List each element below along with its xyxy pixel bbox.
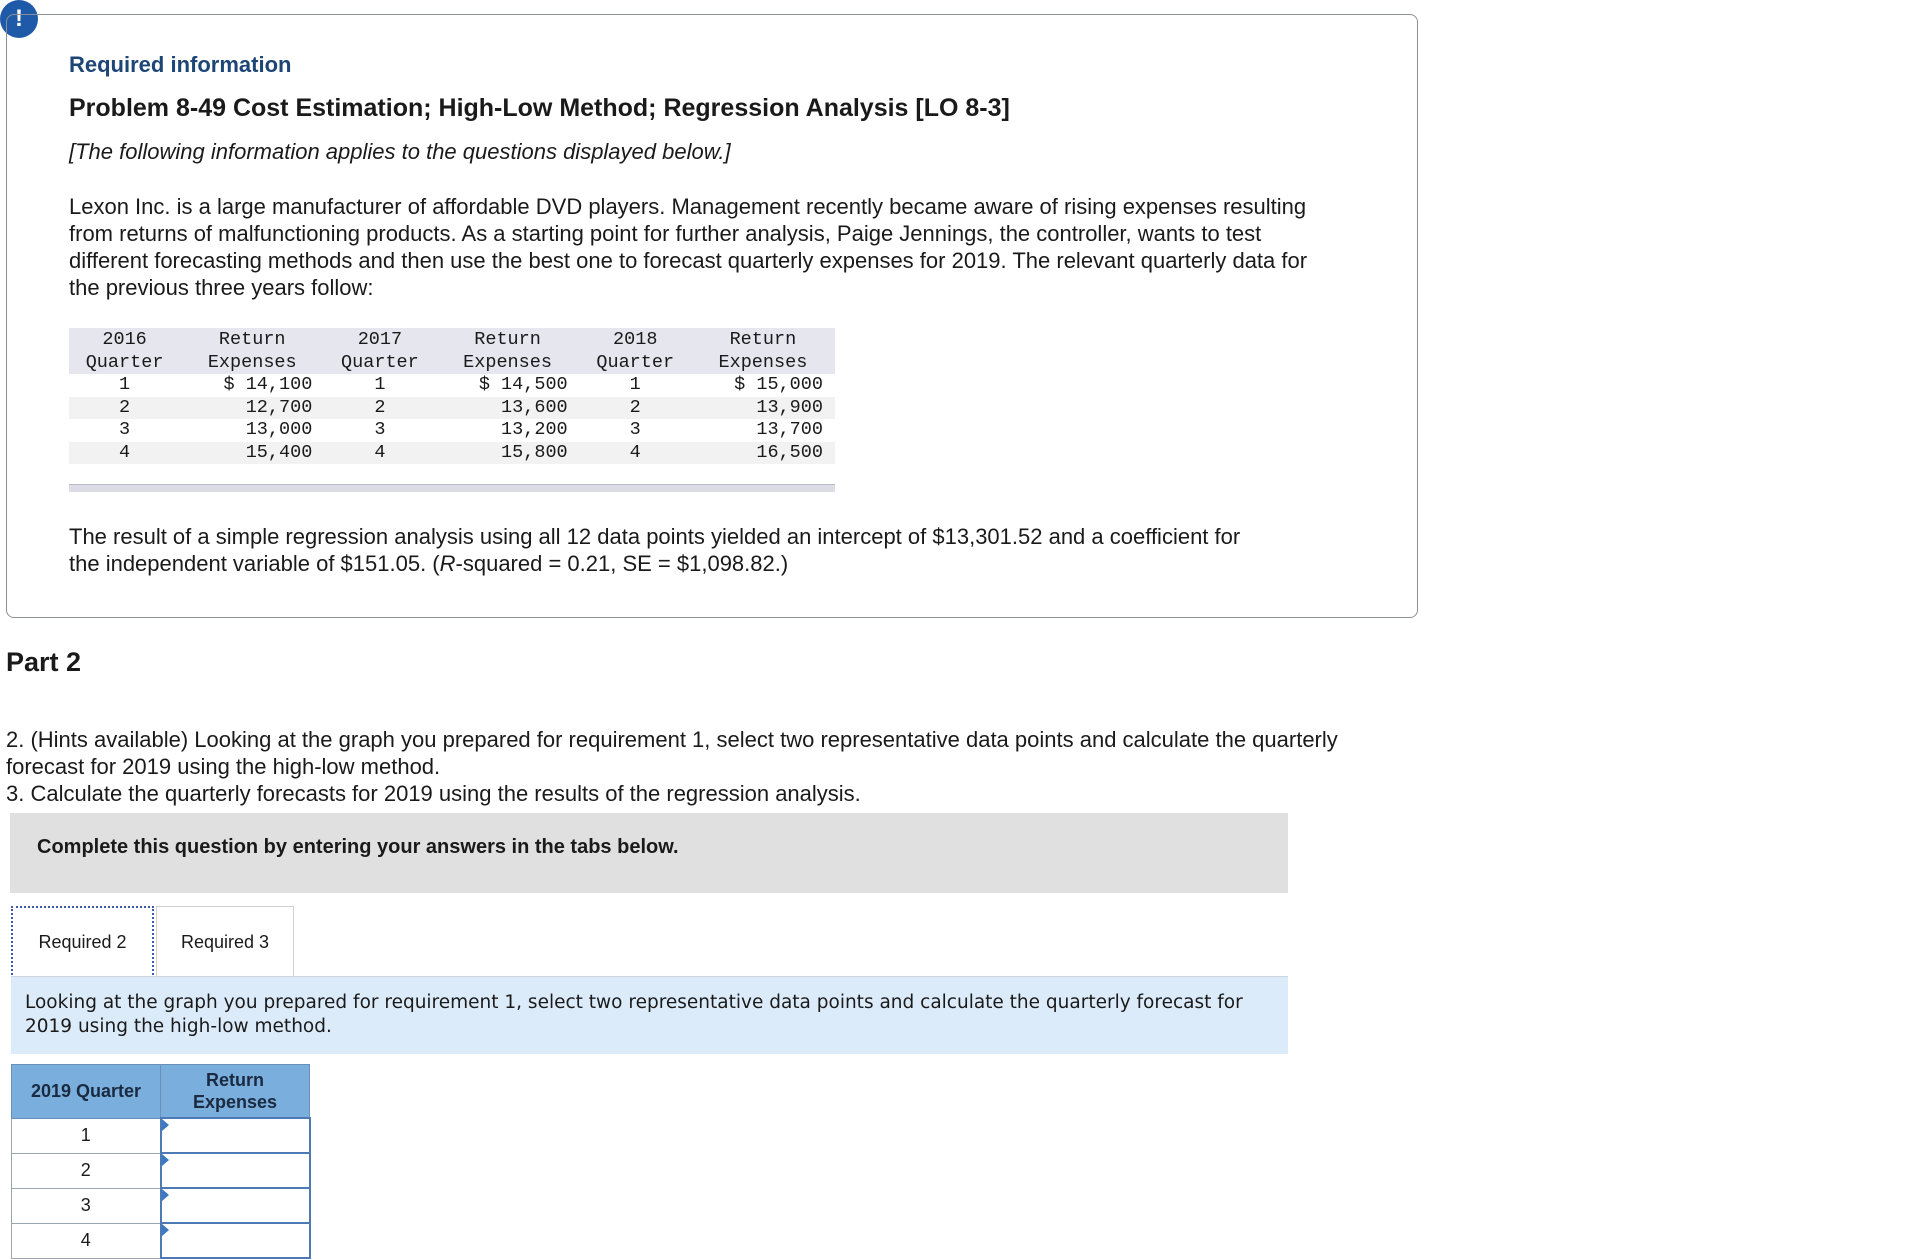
- answer-row: [12, 1153, 310, 1188]
- part-title: Part 2: [6, 647, 82, 677]
- table-cell: 4: [580, 442, 691, 465]
- input-marker-icon: [162, 1154, 169, 1166]
- table-cell: 12,700: [180, 397, 324, 420]
- table-cell: 15,800: [435, 442, 579, 465]
- table-row: [69, 442, 835, 465]
- table-cell: 13,700: [756, 419, 823, 440]
- answer-cell: [161, 1223, 310, 1258]
- answer-row: [12, 1118, 310, 1153]
- table-cell: 1: [629, 374, 641, 395]
- spacer-cell: [69, 464, 835, 485]
- table-cell: 13,000: [245, 419, 313, 440]
- header-line: Return: [474, 329, 541, 350]
- header-return-expenses: [161, 1065, 310, 1119]
- answer-row: [12, 1223, 310, 1258]
- regression-result: [69, 523, 1349, 577]
- table-cell: 4: [324, 442, 435, 465]
- header-line: Expenses: [463, 352, 552, 373]
- table-cell: 13,200: [501, 419, 568, 440]
- header-2019-quarter: 2019 Quarter: [12, 1065, 161, 1119]
- col-header-2016-expenses: [180, 328, 324, 374]
- quarter-label: 3: [12, 1188, 161, 1223]
- col-header-2017-quarter: [324, 328, 435, 374]
- header-line: 2016: [102, 329, 147, 350]
- col-header-2016-quarter: [69, 328, 180, 374]
- answer-cell: [161, 1118, 310, 1153]
- return-expenses-input-q4[interactable]: [162, 1224, 309, 1257]
- header-line: Expenses: [207, 352, 297, 373]
- r-symbol: R: [439, 551, 456, 576]
- col-header-2018-expenses: [691, 328, 835, 374]
- questions-text: [6, 726, 1406, 807]
- input-marker-icon: [162, 1189, 169, 1201]
- table-cell: 2: [69, 397, 180, 420]
- header-line: Quarter: [341, 352, 419, 373]
- quarter-label: 1: [12, 1118, 161, 1153]
- table-cell: 3: [629, 419, 641, 440]
- table-cell: 4: [69, 442, 180, 465]
- table-cell: 1: [374, 374, 386, 395]
- table-cell: $ 14,500: [478, 374, 568, 395]
- table-cell: 16,500: [691, 442, 835, 465]
- regression-line-2-prefix: the independent variable of $151.05. (: [69, 551, 440, 576]
- complete-prompt: Complete this question by entering your answers in the tabs below.: [37, 836, 679, 858]
- tab-required-3[interactable]: Required 3: [156, 906, 294, 978]
- header-line: Return: [206, 1070, 264, 1090]
- table-cell: 15,400: [180, 442, 324, 465]
- table-cell: $ 15,000: [734, 374, 823, 395]
- header-line: Return: [218, 329, 286, 350]
- problem-title: Problem 8-49 Cost Estimation; High-Low Method; Regression Analysis [LO 8-3]: [69, 94, 1010, 122]
- header-line: Quarter: [85, 352, 164, 373]
- table-cell: 2: [324, 397, 435, 420]
- table-cell: 1: [119, 374, 131, 395]
- return-expenses-input-q3[interactable]: [162, 1189, 309, 1222]
- quarter-label: 4: [12, 1223, 161, 1258]
- table-cell: 2: [580, 397, 691, 420]
- intro-paragraph: Lexon Inc. is a large manufacturer of affordable DVD players. Management recently became aware of rising expenses resulting from returns of malfunctioning products. As a starting point for further analysis, Paige Jennings, the controller, wants to test different forecasting methods and then use the best one to forecast quarterly expenses for 2019. The relevant quarterly data for the previous three years follow:: [69, 194, 1308, 300]
- table-cell: $ 14,100: [223, 374, 313, 395]
- return-expenses-input-q1[interactable]: [162, 1119, 309, 1152]
- header-line: Expenses: [718, 352, 808, 373]
- header-line: 2017: [357, 329, 403, 350]
- table-row: [69, 397, 835, 420]
- header-line: Return: [729, 329, 797, 350]
- return-expenses-input-q2[interactable]: [162, 1154, 309, 1187]
- answer-row: [12, 1188, 310, 1223]
- table-row: [69, 374, 835, 397]
- table-row: [69, 419, 835, 442]
- quarterly-data-table: [69, 328, 835, 492]
- answer-table: [11, 1064, 311, 1259]
- answer-header-row: [12, 1065, 310, 1119]
- tab-required-2[interactable]: Required 2: [11, 906, 154, 978]
- answer-cell: [161, 1188, 310, 1223]
- regression-line-1: The result of a simple regression analysis using all 12 data points yielded an intercept of $13,301.52 and a coefficient for: [69, 524, 1241, 549]
- header-line: Quarter: [596, 352, 675, 373]
- quarter-label: 2: [12, 1153, 161, 1188]
- header-line: 2018: [613, 329, 658, 350]
- input-marker-icon: [162, 1224, 169, 1236]
- question-3: 3. Calculate the quarterly forecasts for 2019 using the results of the regression analysis.: [6, 781, 861, 806]
- answer-cell: [161, 1153, 310, 1188]
- footer-cell: [69, 485, 835, 493]
- table-cell: 3: [374, 419, 386, 440]
- tab-instruction: Looking at the graph you prepared for requirement 1, select two representative data points and calculate the quarterly forecast for 2019 using the high-low method.: [11, 977, 1288, 1054]
- required-info-heading: Required information: [69, 52, 292, 77]
- table-footer-bar: [69, 485, 835, 493]
- header-line: Expenses: [192, 1092, 278, 1112]
- complete-question-banner: [10, 813, 1288, 893]
- col-header-2018-quarter: [580, 328, 691, 374]
- col-header-2017-expenses: [435, 328, 579, 374]
- table-cell: 3: [119, 419, 131, 440]
- regression-line-2-suffix: -squared = 0.21, SE = $1,098.82.): [455, 551, 789, 576]
- table-cell: 13,900: [691, 397, 835, 420]
- table-spacer: [69, 464, 835, 485]
- question-2: 2. (Hints available) Looking at the graph you prepared for requirement 1, select two representative data points and calculate the quarterly forecast for 2019 using the high-low method.: [6, 727, 1338, 779]
- applies-note: [The following information applies to the questions displayed below.]: [69, 139, 731, 164]
- input-marker-icon: [162, 1119, 169, 1131]
- alert-icon: !: [0, 0, 38, 38]
- table-cell: 13,600: [435, 397, 579, 420]
- table-header-row: [69, 328, 835, 374]
